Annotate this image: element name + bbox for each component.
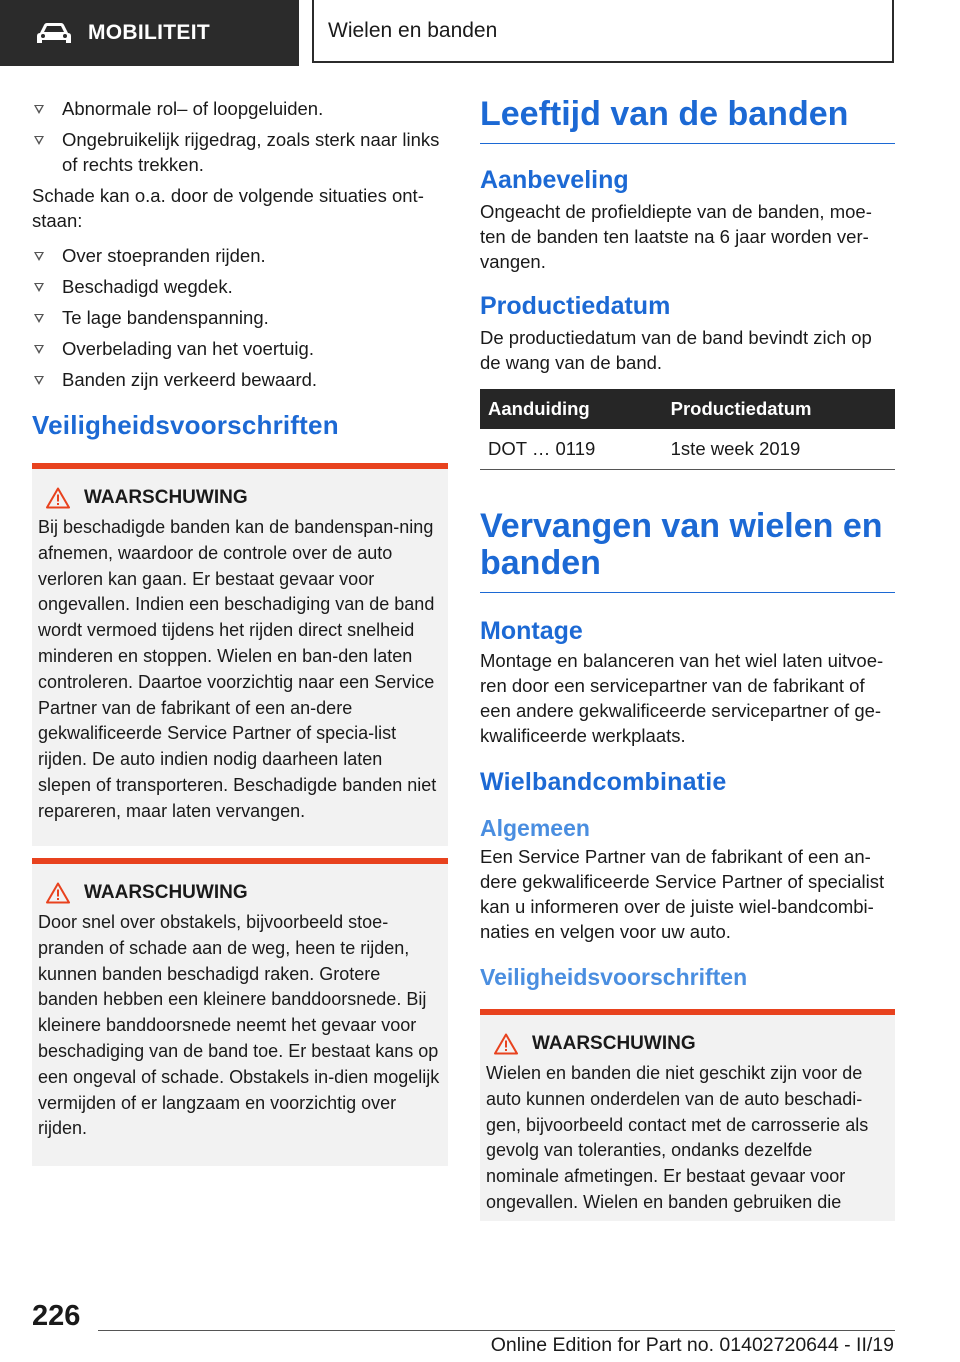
warning-triangle-icon — [46, 882, 70, 904]
page-number: 226 — [32, 1300, 81, 1332]
mounting-text: Montage en balanceren van het wiel laten uitvoe‐ren door een servicepartner van de fabrikant of een andere gekwalificeerde servicepartner of ge‐kwalificeerde werkplaats. — [480, 650, 884, 746]
right-column — [480, 96, 895, 1221]
warning-box — [32, 858, 448, 1166]
list-item: Overbelading van het voertuig. — [32, 336, 448, 361]
edition-note: Online Edition for Part no. 01402720644 - II/19 — [490, 1334, 894, 1356]
list-item: Te lage bandenspanning. — [32, 305, 448, 330]
warning-triangle-icon — [46, 487, 70, 509]
bullet-triangle-icon — [34, 252, 44, 261]
list-item: Ongebruikelijk rijgedrag, zoals sterk naar links of rechts trekken. — [32, 127, 448, 177]
warning-title: WAARSCHUWING — [38, 487, 440, 509]
table-header-cell: Productiedatum — [663, 389, 895, 429]
symptom-list — [32, 96, 448, 177]
general-text: Een Service Partner van de fabrikant of een an‐dere gekwalificeerde Service Partner of specialist kan u informeren over de juiste wiel-bandcombi‐naties en velgen voor uw auto. — [480, 846, 885, 942]
bullet-triangle-icon — [34, 136, 44, 145]
bullet-triangle-icon — [34, 314, 44, 323]
car-icon — [36, 22, 72, 44]
footer-divider — [98, 1330, 895, 1331]
safety-heading: Veiligheidsvoorschriften — [32, 410, 339, 440]
dot-table — [480, 389, 895, 470]
recommendation-heading: Aanbeveling — [480, 166, 629, 194]
chapter-label: Wielen en banden — [328, 18, 498, 42]
section-label: MOBILITEIT — [88, 21, 210, 44]
list-item: Banden zijn verkeerd bewaard. — [32, 367, 448, 392]
production-date-text: De productiedatum van de band bevindt zich op de wang van de band. — [480, 327, 872, 373]
table-cell: 1ste week 2019 — [663, 429, 895, 470]
general-heading: Algemeen — [480, 815, 590, 841]
table-header-cell: Aanduiding — [480, 389, 663, 429]
table-cell: DOT … 0119 — [480, 429, 663, 470]
warning-text: Door snel over obstakels, bijvoorbeeld stoe‐pranden of schade aan de weg, heen te rijden, kunnen banden beschadigd raken. Grotere banden hebben een kleinere banddoorsnede. Bij kleinere banddoorsnede neemt het gevaar voor beschadiging van de band toe. Er bestaat kans op een ongeval of schade. Obstakels in‐dien mogelijk vermijden of er langzaam en voorzichtig over rijden. — [38, 912, 440, 1139]
list-item: Over stoepranden rijden. — [32, 243, 448, 268]
bullet-triangle-icon — [34, 376, 44, 385]
table-header-row — [480, 389, 895, 429]
combination-heading: Wielbandcombinatie — [480, 768, 727, 796]
section-tab — [0, 0, 299, 66]
page-header — [0, 0, 960, 66]
bullet-triangle-icon — [34, 345, 44, 354]
warning-title: WAARSCHUWING — [38, 882, 440, 904]
replace-heading: Vervangen van wielen en banden — [480, 508, 895, 593]
wheel-safety-heading: Veiligheidsvoorschriften — [480, 964, 748, 990]
recommendation-text: Ongeacht de profieldiepte van de banden, moe‐ten de banden ten laatste na 6 jaar worden ver‐vangen. — [480, 201, 872, 272]
table-row — [480, 429, 895, 470]
chapter-tab — [312, 0, 894, 63]
warning-text: Wielen en banden die niet geschikt zijn voor de auto kunnen onderdelen van de auto beschadi‐gen, bijvoorbeeld contact met de carrosserie als gevolg van toleranties, ondanks dezelfde nominale afmetingen. Er bestaat gevaar voor ongevallen. Wielen en banden gebruiken die — [486, 1063, 869, 1212]
warning-box — [480, 1009, 895, 1221]
warning-title: WAARSCHUWING — [486, 1033, 887, 1055]
damage-intro: Schade kan o.a. door de volgende situaties ont‐staan: — [32, 185, 424, 231]
bullet-triangle-icon — [34, 283, 44, 292]
list-item: Beschadigd wegdek. — [32, 274, 448, 299]
warning-triangle-icon — [494, 1033, 518, 1055]
damage-list — [32, 243, 448, 392]
list-item: Abnormale rol– of loopgeluiden. — [32, 96, 448, 121]
production-date-heading: Productiedatum — [480, 292, 671, 320]
bullet-triangle-icon — [34, 105, 44, 114]
warning-text: Bij beschadigde banden kan de bandenspan‐ning afnemen, waardoor de controle over de auto verloren kan gaan. Er bestaat gevaar voor ongevallen. Indien een beschadiging van de band wordt vermoed tijdens het rijden direct snelheid minderen en stoppen. Wielen en ban‐den laten controleren. Daartoe voorzichtig naar een Service Partner van de fabrikant of een an‐dere gekwalificeerde Service Partner of specia‐list rijden. De auto indien nodig daarheen laten slepen of transporteren. Beschadigde banden niet repareren, maar laten vervangen. — [38, 517, 437, 821]
mounting-heading: Montage — [480, 617, 583, 645]
warning-box — [32, 463, 448, 846]
tire-age-heading: Leeftijd van de banden — [480, 96, 895, 144]
left-column — [32, 96, 448, 1166]
